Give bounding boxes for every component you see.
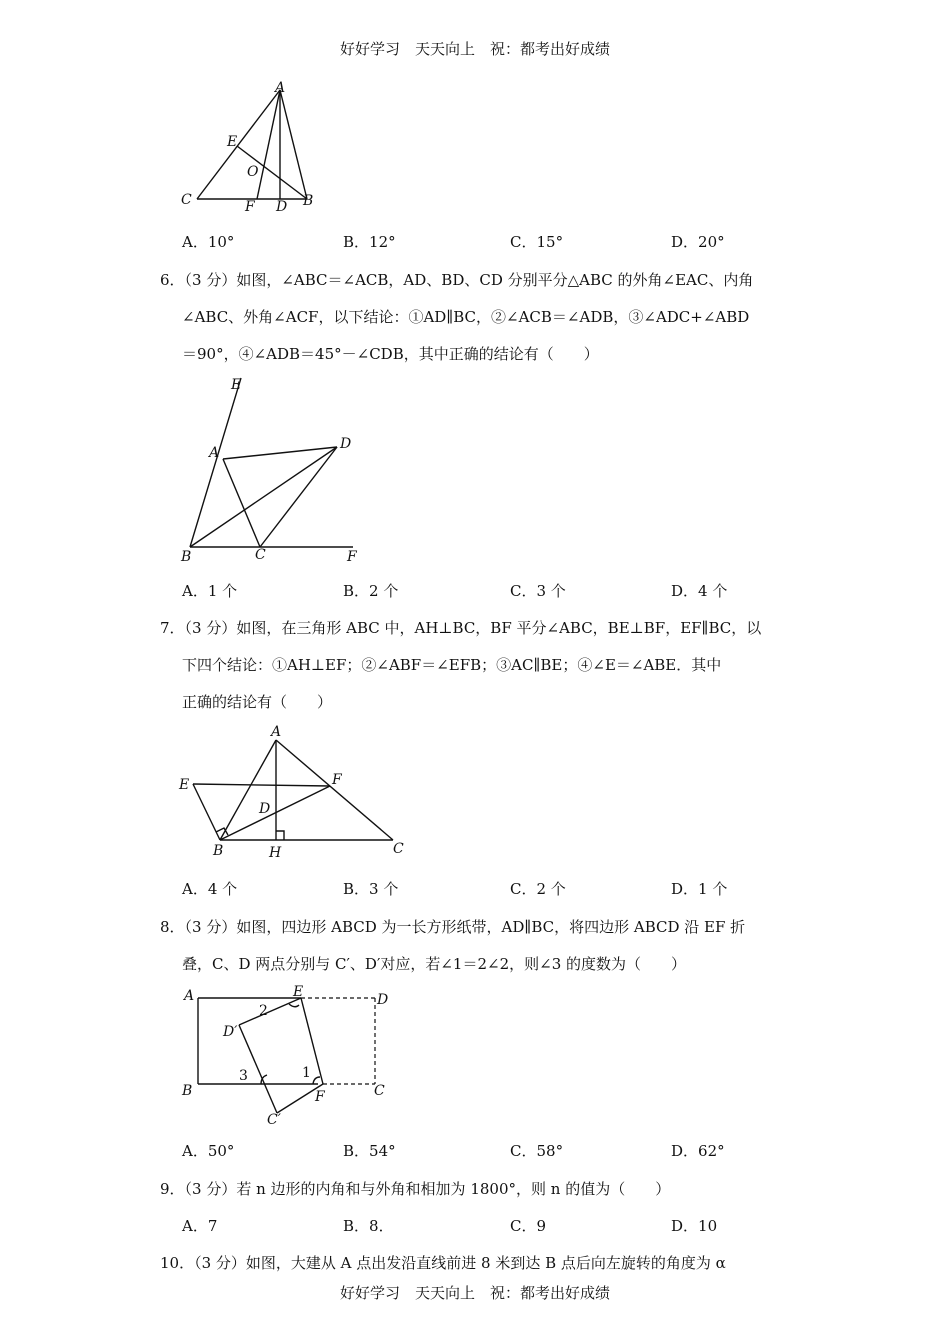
- q7-text-line-3: 正确的结论有（ ）: [182, 693, 333, 711]
- q5-option-d[interactable]: D．20°: [671, 233, 725, 251]
- q8-option-c[interactable]: C．58°: [510, 1142, 564, 1160]
- q7-label: C: [393, 841, 404, 857]
- q9-option-c[interactable]: C．9: [510, 1217, 547, 1235]
- q7-text-line-2: 下四个结论：①AH⊥EF；②∠ABF＝∠EFB；③AC∥BE；④∠E＝∠ABE．其中: [182, 656, 722, 674]
- q5-label: O: [247, 164, 259, 180]
- q5-figure: [175, 78, 325, 213]
- q6-option-b[interactable]: B．2 个: [343, 582, 399, 600]
- q6-text-line-1: 6．（3 分）如图，∠ABC＝∠ACB，AD、BD、CD 分别平分△ABC 的外角∠EAC、内角: [160, 271, 754, 289]
- q8-label: 1: [302, 1065, 311, 1081]
- q6-option-d[interactable]: D．4 个: [671, 582, 728, 600]
- q6-label: E: [231, 377, 242, 393]
- q6-text-line-3: ＝90°，④∠ADB＝45°－∠CDB，其中正确的结论有（ ）: [182, 345, 599, 363]
- q5-label: A: [275, 80, 286, 96]
- q9-option-a[interactable]: A．7: [182, 1217, 218, 1235]
- q5-label: D: [276, 199, 288, 215]
- q7-label: F: [332, 772, 342, 788]
- q5-label: E: [227, 134, 238, 150]
- q8-option-d[interactable]: D．62°: [671, 1142, 725, 1160]
- q7-label: E: [179, 777, 190, 793]
- q6-label: F: [347, 549, 357, 565]
- q6-figure: [175, 373, 375, 568]
- q6-label: D: [340, 436, 352, 452]
- q8-label: 2: [259, 1003, 268, 1019]
- q7-label: B: [213, 843, 224, 859]
- q7-label: A: [271, 724, 282, 740]
- q6-label: C: [255, 547, 266, 563]
- page-footer: 好好学习 天天向上 祝：都考出好成绩: [339, 1284, 610, 1302]
- q8-option-a[interactable]: A．50°: [182, 1142, 235, 1160]
- q8-option-b[interactable]: B．54°: [343, 1142, 396, 1160]
- q6-option-a[interactable]: A．1 个: [182, 582, 238, 600]
- q7-option-d[interactable]: D．1 个: [671, 880, 728, 898]
- q8-label: F: [315, 1089, 325, 1105]
- q6-option-c[interactable]: C．3 个: [510, 582, 566, 600]
- q6-text-line-2: ∠ABC、外角∠ACF，以下结论：①AD∥BC，②∠ACB＝∠ADB，③∠ADC+∠ABD: [182, 308, 750, 326]
- q7-option-c[interactable]: C．2 个: [510, 880, 566, 898]
- q10-text-line-1: 10．（3 分）如图，大建从 A 点出发沿直线前进 8 米到达 B 点后向左旋转的角度为 α: [160, 1254, 726, 1272]
- q5-label: F: [245, 199, 255, 215]
- q5-label: B: [303, 193, 314, 209]
- q6-label: B: [181, 549, 192, 565]
- q8-label: D: [377, 992, 389, 1008]
- q8-label: A: [184, 988, 195, 1004]
- q8-label: D′: [223, 1024, 238, 1040]
- q5-option-b[interactable]: B．12°: [343, 233, 396, 251]
- q9-option-d[interactable]: D．10: [671, 1217, 718, 1235]
- page-header: 好好学习 天天向上 祝：都考出好成绩: [339, 40, 610, 58]
- q9-text-line-1: 9．（3 分）若 n 边形的内角和与外角和相加为 1800°，则 n 的值为（ ）: [160, 1180, 671, 1198]
- q8-text-line-2: 叠，C、D 两点分别与 C′、D′对应，若∠1＝2∠2，则∠3 的度数为（ ）: [182, 955, 687, 973]
- q9-option-b[interactable]: B．8．: [343, 1217, 394, 1235]
- q5-option-a[interactable]: A．10°: [182, 233, 235, 251]
- q8-figure: [175, 983, 395, 1128]
- q8-label: E: [293, 984, 304, 1000]
- q7-option-b[interactable]: B．3 个: [343, 880, 399, 898]
- q7-figure: [175, 722, 415, 862]
- q5-label: C: [181, 192, 192, 208]
- q8-label: C′: [267, 1112, 281, 1128]
- q6-label: A: [209, 445, 220, 461]
- q8-label: C: [374, 1083, 385, 1099]
- q7-option-a[interactable]: A．4 个: [182, 880, 238, 898]
- q8-text-line-1: 8．（3 分）如图，四边形 ABCD 为一长方形纸带，AD∥BC，将四边形 ABCD 沿 EF 折: [160, 918, 746, 936]
- q8-label: B: [182, 1083, 193, 1099]
- q7-label: D: [259, 801, 271, 817]
- q5-option-c[interactable]: C．15°: [510, 233, 564, 251]
- q7-text-line-1: 7．（3 分）如图，在三角形 ABC 中，AH⊥BC，BF 平分∠ABC，BE⊥BF，EF∥BC，以: [160, 619, 762, 637]
- q7-label: H: [269, 845, 282, 861]
- q8-label: 3: [239, 1068, 248, 1084]
